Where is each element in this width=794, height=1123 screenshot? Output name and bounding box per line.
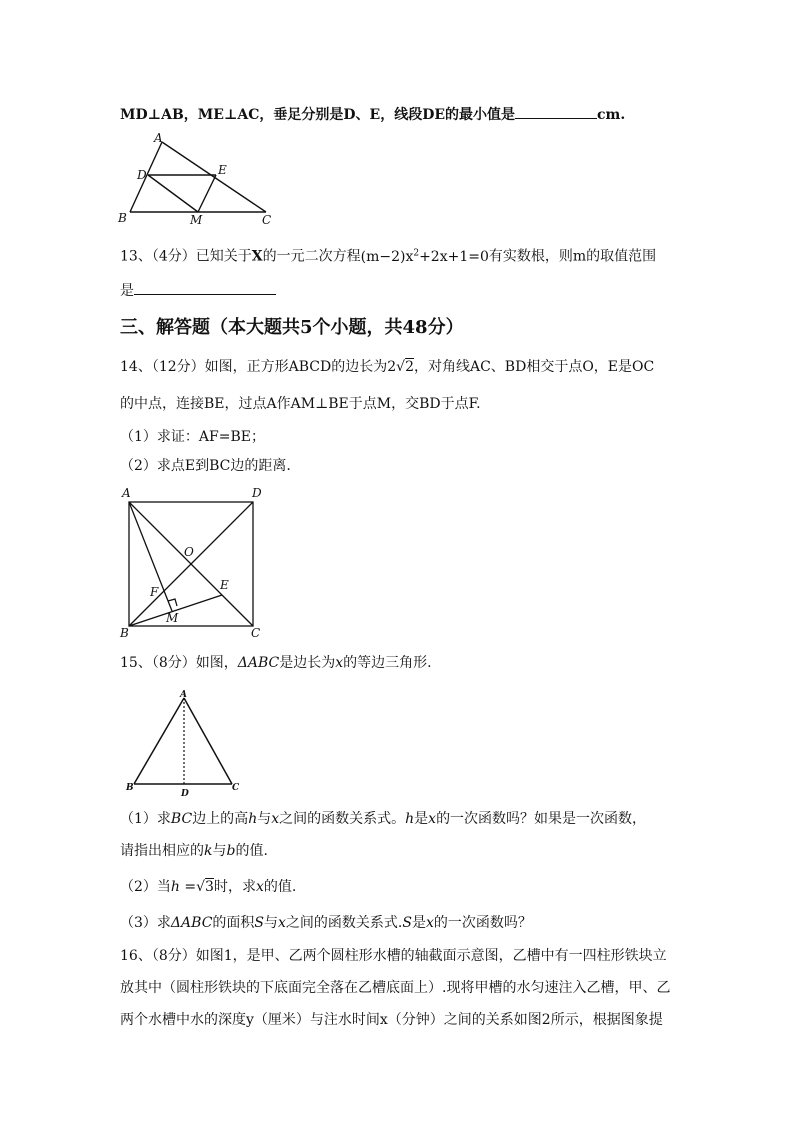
fig1-label-a: A: [154, 131, 163, 145]
q15-p1-b: 边上的高: [192, 811, 249, 827]
fig2-label-f: F: [150, 585, 159, 599]
fig1-side-ac: [162, 142, 266, 212]
q15-line1-c: 的等边三角形.: [343, 655, 432, 671]
q15-p3-a: （3）求: [120, 915, 171, 931]
q15-p1-l2-a: 请指出相应的: [120, 843, 204, 859]
q14-part2: （2）求点E到BC边的距离.: [120, 458, 291, 474]
q15-x-4: x: [255, 879, 264, 895]
q15-triangle: ΔABC: [237, 655, 280, 671]
fig1-label-b: B: [118, 211, 127, 225]
q15-p3-b: 的面积: [212, 915, 255, 931]
q15-p1-f: 的一次函数吗？如果是一次函数，: [436, 811, 647, 827]
q15-x-5: x: [278, 915, 286, 931]
fig3-label-d: D: [181, 789, 189, 799]
fig1-label-m: M: [190, 213, 203, 227]
q15-p3-d: 之间的函数关系式.: [285, 915, 403, 931]
q15-x-2: x: [271, 811, 280, 827]
q15-x-3: x: [428, 811, 437, 827]
q15-sqrt3: √3: [196, 879, 214, 895]
fig1-label-e: E: [218, 163, 227, 177]
q15-h: h: [248, 811, 258, 827]
q15-p3-f: 的一次函数吗？: [433, 915, 532, 931]
q13-equation: [361, 249, 489, 265]
q15-p1-e: 是: [414, 811, 429, 827]
q15-s: S: [254, 915, 264, 931]
section-3-heading: 三、解答题（本大题共5个小题，共48分）: [120, 317, 464, 338]
fig2-label-m: M: [166, 611, 179, 625]
q13-eq-exp: 2: [413, 248, 420, 258]
q15-p1-c: 与: [257, 811, 272, 827]
q15-bc: BC: [170, 811, 193, 827]
q15-x: x: [335, 655, 344, 671]
figure-equilateral-triangle: [118, 688, 258, 800]
fig2-label-d: D: [252, 486, 262, 500]
q12-text: MD⊥AB，ME⊥AC，垂足分别是D、E，线段DE的最小值是: [120, 107, 516, 123]
q15-s-2: S: [402, 915, 412, 931]
q15-p2-b: 时，求: [213, 879, 256, 895]
q15-p3-e: 是: [411, 915, 426, 931]
fig2-label-o: O: [184, 545, 194, 559]
q15-h-eq: h =: [170, 879, 197, 895]
fig1-label-d: D: [137, 168, 147, 182]
q15-p1-l2-b: 与: [212, 843, 227, 859]
fig3-side-ab: [134, 698, 184, 784]
q15-p2-a: （2）当: [120, 879, 171, 895]
q13-eq-part2: +2x+1=0: [419, 248, 489, 265]
q16-line2: 放其中（圆柱形铁块的下底面完全落在乙槽底面上）.现将甲槽的水匀速注入乙槽，甲、乙: [120, 980, 671, 996]
fig3-label-b: B: [126, 783, 134, 793]
q13-line2: [120, 280, 276, 301]
fig1-segment-dm: [148, 175, 198, 212]
q14-part1: （1）求证：AF=BE；: [120, 429, 265, 445]
q14-line1: [120, 357, 654, 377]
q15-part1-line1: [120, 809, 646, 829]
q13-answer-blank[interactable]: [134, 280, 276, 295]
q13-suffix: 有实数根，则m的取值范围: [488, 248, 657, 265]
q15-p1-l2-c: 的值.: [235, 843, 268, 859]
q13-line2-text: 是: [120, 283, 134, 299]
q15-line1-a: 15、（8分）如图，: [120, 655, 238, 671]
q15-p3-c: 与: [264, 915, 278, 931]
q16-line1: 16、（8分）如图1，是甲、乙两个圆柱形水槽的轴截面示意图，乙槽中有一四柱形铁块立: [120, 948, 667, 964]
q15-sqrt3-value: 3: [205, 879, 214, 895]
fig3-side-ac: [184, 698, 232, 784]
q16-line3: 两个水槽中水的深度y（厘米）与注水时间x（分钟）之间的关系如图2所示，根据图象提: [120, 1012, 663, 1028]
q15-x-6: x: [425, 915, 434, 931]
q15-p1-d: 之间的函数关系式。: [279, 811, 406, 827]
fig2-label-e: E: [220, 578, 229, 592]
fig2-label-b: B: [120, 626, 129, 640]
q13-mid: 的一元二次方程: [262, 248, 361, 265]
q14-line1-a: 14、（12分）如图，正方形ABCD的边长为2: [120, 359, 397, 375]
fig3-label-c: C: [232, 783, 240, 793]
q15-line1-b: 是边长为: [279, 655, 336, 671]
q15-k: k: [204, 843, 213, 859]
q13-var-x: X: [251, 248, 263, 265]
q14-line2: 的中点，连接BE，过点A作AM⊥BE于点M，交BD于点F.: [120, 396, 481, 412]
q15-part3: [120, 913, 532, 933]
fig1-segment-em: [198, 175, 216, 212]
fig3-label-a: A: [180, 690, 187, 700]
q15-part1-line2: [120, 841, 268, 861]
q14-sqrt-value: 2: [405, 359, 414, 375]
q12-answer-blank[interactable]: [515, 104, 597, 119]
q15-line1: [120, 653, 432, 673]
q15-p2-c: 的值.: [263, 879, 297, 895]
q15-p1-a: （1）求: [120, 811, 171, 827]
q14-sqrt: √2: [396, 359, 414, 375]
q13-eq-part1: (m−2)x: [360, 248, 414, 265]
q15-part2: [120, 877, 296, 897]
figure-triangle-abc-parallelogram: [110, 130, 290, 230]
fig1-label-c: C: [262, 213, 272, 227]
q13-prefix: 13、（4分）已知关于: [120, 248, 252, 265]
q13-line1: [120, 243, 656, 267]
q12-tail-line: [120, 104, 625, 125]
fig2-label-a: A: [122, 486, 131, 500]
q15-tri2: ΔABC: [170, 915, 213, 931]
q14-line1-b: ，对角线AC、BD相交于点O，E是OC: [413, 359, 655, 375]
q15-h-2: h: [405, 811, 415, 827]
q15-b: b: [226, 843, 236, 859]
fig2-label-c: C: [251, 626, 261, 640]
q12-unit: cm.: [597, 107, 626, 123]
figure-square-abcd: [110, 483, 280, 643]
